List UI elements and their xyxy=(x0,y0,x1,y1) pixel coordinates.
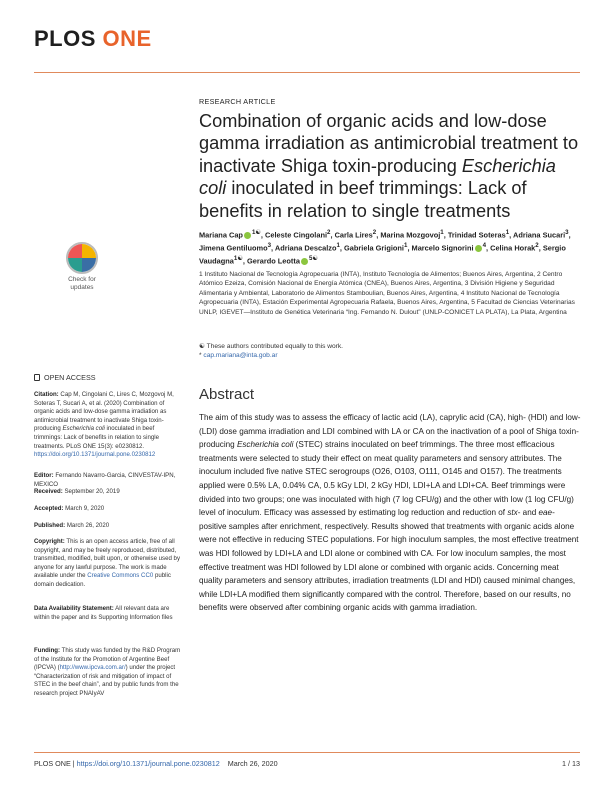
author-link[interactable]: , Gerardo Leotta xyxy=(242,256,300,266)
author-link[interactable]: , Marina Mozgovoj xyxy=(376,230,441,240)
author-link[interactable]: Mariana Cap xyxy=(199,230,243,240)
check-for-updates-badge[interactable] xyxy=(58,242,106,298)
editor-info: Editor: Fernando Navarro-Garcia, CINVESTAV-IPN, MEXICO xyxy=(34,472,176,488)
lock-icon xyxy=(34,374,40,381)
data-availability-block: Data Availability Statement: All relevant data are within the paper and its Supporting Information files xyxy=(34,605,173,621)
footer-journal: PLOS ONE xyxy=(34,759,71,768)
footer-citation: PLOS ONE | https://doi.org/10.1371/journal.pone.0230812 March 26, 2020 xyxy=(34,759,278,768)
abstract-heading: Abstract xyxy=(199,386,255,403)
orcid-icon[interactable] xyxy=(244,232,251,239)
abstract-body: The aim of this study was to assess the efficacy of lactic acid (LA), caprylic acid (CA), high- (HDI) and low- (LDI) dose gamma irradiation and LDI combined with LA or CA on the inactivation of a pool of Shiga toxin-producing Escherichia coli (STEC) strains inoculated on beef trimmings. The three most efficacious treatments were selected to study their effect on meat quality parameters and sensory attributes. The inoculum included five native STEC serogroups (O26, O103, O111, O145 and O157). The treatments applied were 0.5% LA, 0.04% CA, 0.5 kGy LDI, 2 kGy HDI, LDI+LA and LDI+CA. Beef trimmings were divided into two groups; one was inoculated with high (7 log CFU/g) and the other with low (1 log CFU/g) level of inoculum. Efficacy was assessed by estimating log reduction and reduction of stx- and eae-positive samples after enrichment, respectively. Results showed that treatments with organic acids alone were not effective in reducing STEC populations. For high inoculum samples, the most effective treatment was HDI followed by LDI+LA and LDI alone or combined with CA. For low inoculum samples, the most effective treatment was HDI followed by LDI alone or combined with organic acids. Concerning meat quality parameters and sensory attributes, irradiation treatments (LDI and HDI) caused minimal changes, while LDI+LA modified them significantly compared with the control. Therefore, based on our results, no benefits were observed after combining organic acids with gamma irradiation. xyxy=(199,413,581,613)
published-date: Published: March 26, 2020 xyxy=(34,522,110,529)
equal-contribution-note: ☯ These authors contributed equally to this work. xyxy=(199,343,343,350)
citation-doi-link[interactable]: https://doi.org/10.1371/journal.pone.0230812 xyxy=(34,451,156,459)
received-date: Received: September 20, 2019 xyxy=(34,488,120,495)
affiliations: 1 Instituto Nacional de Tecnología Agropecuaria (INTA), Instituto Tecnología de Alimentos; Buenos Aires, Argentina, 2 Centro Atómico Ezeiza, Comisión Nacional de Energía Atómica (CNEA), Buenos Aires, Argentina, 3 División Higiene y Seguridad Alimentaria y Ambiental, Laboratorio de Alimentos Stamboulian, Buenos Aires, Argentina, 4 Instituto Nacional de Tecnología Agropecuaria (INTA), Estación Experimental Agropecuaria Rafaela, Buenos Aires, Argentina, 5 Facultad de Ciencias Veterinarias UNLP, IGEVET—Instituto de Genética Veterinaria “Ing. Fernando N. Dulout” (UNLP-CONICET LA PLATA), La Plata, Argentina xyxy=(199,271,575,316)
header-divider xyxy=(34,72,580,73)
author-link[interactable]: , Celina Horak xyxy=(486,243,536,253)
author-link[interactable]: , Marcelo Signorini xyxy=(407,243,474,253)
funding-block: Funding: This study was funded by the R&D Program of the Institute for the Promotion of Argentine Beef (IPCVA) (http://www.ipcva.com.ar/) under the project “Characterization of risk and mitigation of impact of STEC in the beef chain”, and by public funds from the research project PNAIyAV xyxy=(34,647,181,697)
article-title: Combination of organic acids and low-dose gamma irradiation as antimicrobial treatment to inactivate Shiga toxin-producing Escherichia coli inoculated in beef trimmings: Lack of benefits in relation to single treatments xyxy=(199,111,579,221)
footer-doi-link[interactable]: https://doi.org/10.1371/journal.pone.0230812 xyxy=(76,759,220,768)
author-notes xyxy=(199,342,579,361)
author-link[interactable]: , Carla Lires xyxy=(330,230,373,240)
copyright-block: Copyright: This is an open access article, free of all copyright, and may be freely reproduced, distributed, transmitted, modified, built upon, or otherwise used by anyone for any lawful purpose. The work is made available under the Creative Commons CC0 public domain dedication. xyxy=(34,538,180,588)
page-number: 1 / 13 xyxy=(562,759,580,768)
author-link[interactable]: , Celeste Cingolani xyxy=(260,230,328,240)
ipcva-link[interactable]: http://www.ipcva.com.ar/ xyxy=(59,664,126,672)
author-link[interactable]: , Gabriela Grigioni xyxy=(339,243,404,253)
author-list: Mariana Cap $^{1☯}$, Celeste Cingolani$^2$, Carla Lires$^2$, Marina Mozgovoj$^1$, Trinidad Soteras$^1$, Adriana Sucari$^3$, Jimena Gentiluomo$^3$, Adriana Descalzo$^1$, Gabriela Grigioni$^1$, Marcelo Signorini $^4$, Celina Horak$^2$, Sergio Vaudagna$^{1☯}$, Gerardo Leotta $^{5☯}$ xyxy=(199,229,571,266)
orcid-icon[interactable] xyxy=(475,245,482,252)
cc0-link[interactable]: Creative Commons CC0 xyxy=(87,572,154,580)
accepted-date: Accepted: March 9, 2020 xyxy=(34,505,105,512)
author-link[interactable]: , Sergio Vaudagna xyxy=(199,243,566,266)
corresponding-email-note: * cap.mariana@inta.gob.ar xyxy=(199,352,278,360)
author-link[interactable]: , Adriana Descalzo xyxy=(271,243,337,253)
article-type-label: RESEARCH ARTICLE xyxy=(199,97,276,106)
logo-one-text: ONE xyxy=(102,26,152,51)
check-updates-label: Check for updates xyxy=(68,276,96,291)
author-link[interactable]: , Jimena Gentiluomo xyxy=(199,230,571,253)
email-link[interactable]: cap.mariana@inta.gob.ar xyxy=(203,352,278,360)
footer-date: March 26, 2020 xyxy=(227,759,278,768)
plos-one-logo[interactable] xyxy=(34,26,152,52)
citation-block: Citation: Cap M, Cingolani C, Lires C, Mozgovoj M, Soteras T, Sucari A, et al. (2020) Combination of organic acids and low-dose gamma irradiation as antimicrobial treatment to inactivate Shiga toxin-producing Escherichia coli inoculated in beef trimmings: Lack of benefits in relation to single treatments. PLoS ONE 15(3): e0230812. https://doi.org/10.1371/journal.pone.0230812 xyxy=(34,391,174,459)
footer-divider xyxy=(34,752,580,753)
orcid-icon[interactable] xyxy=(301,258,308,265)
author-link[interactable]: , Trinidad Soteras xyxy=(443,230,506,240)
author-link[interactable]: , Adriana Sucari xyxy=(509,230,566,240)
logo-plos-text: PLOS xyxy=(34,26,96,51)
open-access-label: OPEN ACCESS xyxy=(34,373,96,382)
crossmark-icon xyxy=(66,242,98,274)
